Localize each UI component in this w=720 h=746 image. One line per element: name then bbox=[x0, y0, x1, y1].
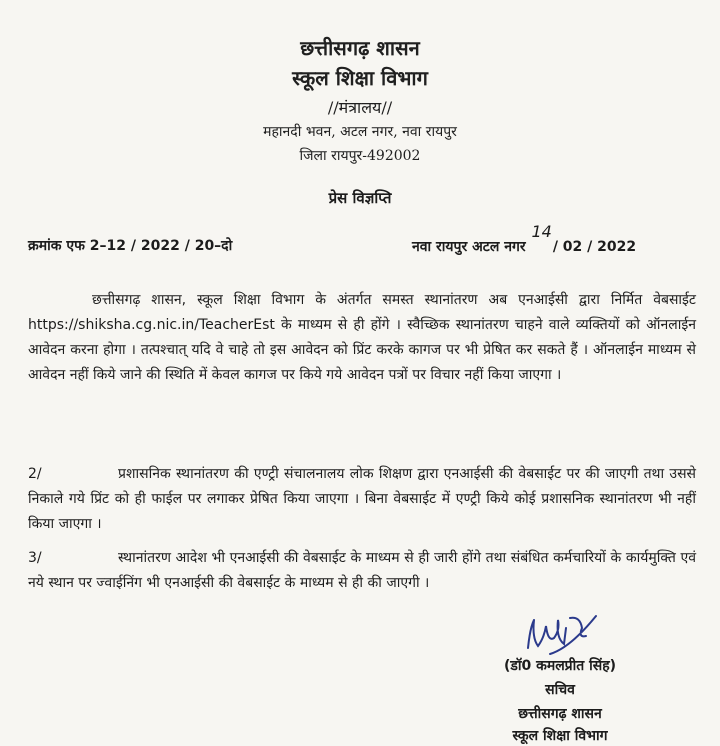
header-district: जिला रायपुर-492002 bbox=[299, 148, 421, 164]
header-department: स्कूल शिक्षा विभाग bbox=[292, 66, 428, 90]
header-government: छत्तीसगढ़ शासन bbox=[300, 36, 420, 60]
header-address: महानदी भवन, अटल नगर, नवा रायपुर bbox=[263, 124, 457, 140]
handwritten-signature bbox=[520, 608, 600, 658]
reference-day: 14 bbox=[531, 222, 552, 241]
paragraph-3-text: स्थानांतरण आदेश भी एनआईसी की वेबसाईट के माध्यम से ही जारी होंगे तथा संबंधित कर्मचारियों के कार्यमुक्ति एवं नये स्थान पर ज्वाईनिंग भी एनआईसी की वेबसाईट के माध्यम से ही की जाएगी । bbox=[28, 550, 696, 591]
reference-place: नवा रायपुर अटल नगर bbox=[412, 239, 526, 255]
paragraph-2-text: प्रशासनिक स्थानांतरण की एण्ट्री संचालनालय लोक शिक्षण द्वारा एनआईसी की वेबसाईट पर की जाएगी तथा उससे निकाले गये प्रिंट को ही फाईल पर लगाकर प्रेषित किया जाएगा । बिना वेबसाईट में एण्ट्री किये कोई प्रशासनिक स्थानांतरण भी नहीं किया जाएगा । bbox=[28, 466, 696, 532]
signatory-designation: सचिव bbox=[545, 682, 575, 698]
paragraph-3-number: 3/ bbox=[28, 550, 42, 566]
paragraph-1: छत्तीसगढ़ शासन, स्कूल शिक्षा विभाग के अंतर्गत समस्त स्थानांतरण अब एनआईसी द्वारा निर्मित वेबसाईट https://shiksha.cg.nic.in/TeacherEst के माध्यम से ही होंगे । स्वैच्छिक स्थानांतरण चाहने वाले व्यक्तियों को ऑनलाईन आवेदन करना होगा । तत्पश्चात् यदि वे चाहे तो इस आवेदन को प्रिंट करके कागज पर भी प्रेषित कर सकते हैं । ऑनलाईन माध्यम से आवेदन नहीं किये जाने की स्थिति में केवल कागज पर किये गये आवेदन पत्रों पर विचार नहीं किया जाएगा । bbox=[28, 292, 696, 383]
signatory-org: छत्तीसगढ़ शासन bbox=[518, 706, 602, 722]
document-title: प्रेस विज्ञप्ति bbox=[328, 189, 392, 207]
reference-month-year: / 02 / 2022 bbox=[552, 239, 637, 255]
signatory-department: स्कूल शिक्षा विभाग bbox=[512, 728, 608, 744]
signatory-name: (डॉ0 कमलप्रीत सिंह) bbox=[503, 658, 617, 674]
paragraph-2 bbox=[28, 462, 696, 537]
reference-date bbox=[412, 222, 637, 256]
paragraph-3 bbox=[28, 546, 696, 596]
reference-number: क्रमांक एफ 2–12 / 2022 / 20–दो bbox=[28, 238, 233, 254]
paragraph-2-number: 2/ bbox=[28, 466, 42, 482]
header-ministry: //मंत्रालय// bbox=[327, 98, 393, 117]
